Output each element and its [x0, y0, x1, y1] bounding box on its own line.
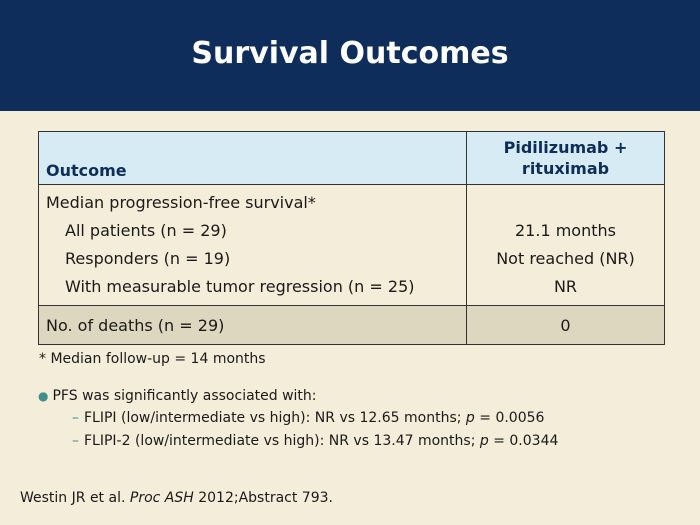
citation-authors: Westin JR et al. [20, 490, 126, 506]
bullet-text: PFS was significantly associated with: [52, 388, 317, 404]
deaths-row [39, 306, 665, 345]
sub-bullet-text: FLIPI (low/intermediate vs high): NR vs 12.65 months; [84, 410, 462, 426]
pfs-section-label: Median progression-free survival* [46, 193, 316, 212]
footnote: * Median follow-up = 14 months [39, 351, 266, 367]
sub-bullet-flipi2 [72, 430, 558, 453]
bullet-dot-icon: ● [38, 389, 49, 403]
title-banner [0, 0, 700, 111]
p-label: p [465, 410, 475, 426]
row-value-all-patients: 21.1 months [515, 221, 616, 240]
citation [20, 490, 333, 506]
section-spacer [467, 189, 664, 217]
sub-bullet-text: FLIPI-2 (low/intermediate vs high): NR vs 13.47 months; [84, 433, 476, 449]
bullet-list [38, 385, 558, 453]
deaths-label: No. of deaths (n = 29) [39, 306, 467, 345]
p-label: p [479, 433, 489, 449]
slide-title: Survival Outcomes [191, 36, 509, 71]
citation-details: 2012;Abstract 793. [198, 490, 333, 506]
treatment-header-text: Pidilizumab + rituximab [503, 138, 628, 178]
row-label-all-patients: All patients (n = 29) [65, 221, 227, 240]
table-header-row [39, 132, 665, 185]
row-value-responders: Not reached (NR) [496, 249, 635, 268]
p-value: = 0.0344 [493, 433, 559, 449]
bullet-item [38, 385, 558, 407]
dash-icon: – [72, 410, 79, 426]
citation-journal: Proc ASH [129, 490, 194, 506]
dash-icon: – [72, 433, 79, 449]
row-label-tumor-regression: With measurable tumor regression (n = 25) [65, 277, 415, 296]
deaths-value: 0 [467, 306, 665, 345]
column-header-outcome: Outcome [39, 132, 467, 185]
survival-outcomes-table [38, 131, 665, 345]
table-row [39, 185, 665, 306]
row-value-tumor-regression: NR [553, 277, 578, 296]
p-value: = 0.0056 [479, 410, 545, 426]
sub-bullet-flipi [72, 407, 558, 430]
row-label-responders: Responders (n = 19) [65, 249, 231, 268]
pfs-labels-cell [39, 185, 467, 306]
column-header-treatment [467, 132, 665, 185]
pfs-values-cell [467, 185, 665, 306]
